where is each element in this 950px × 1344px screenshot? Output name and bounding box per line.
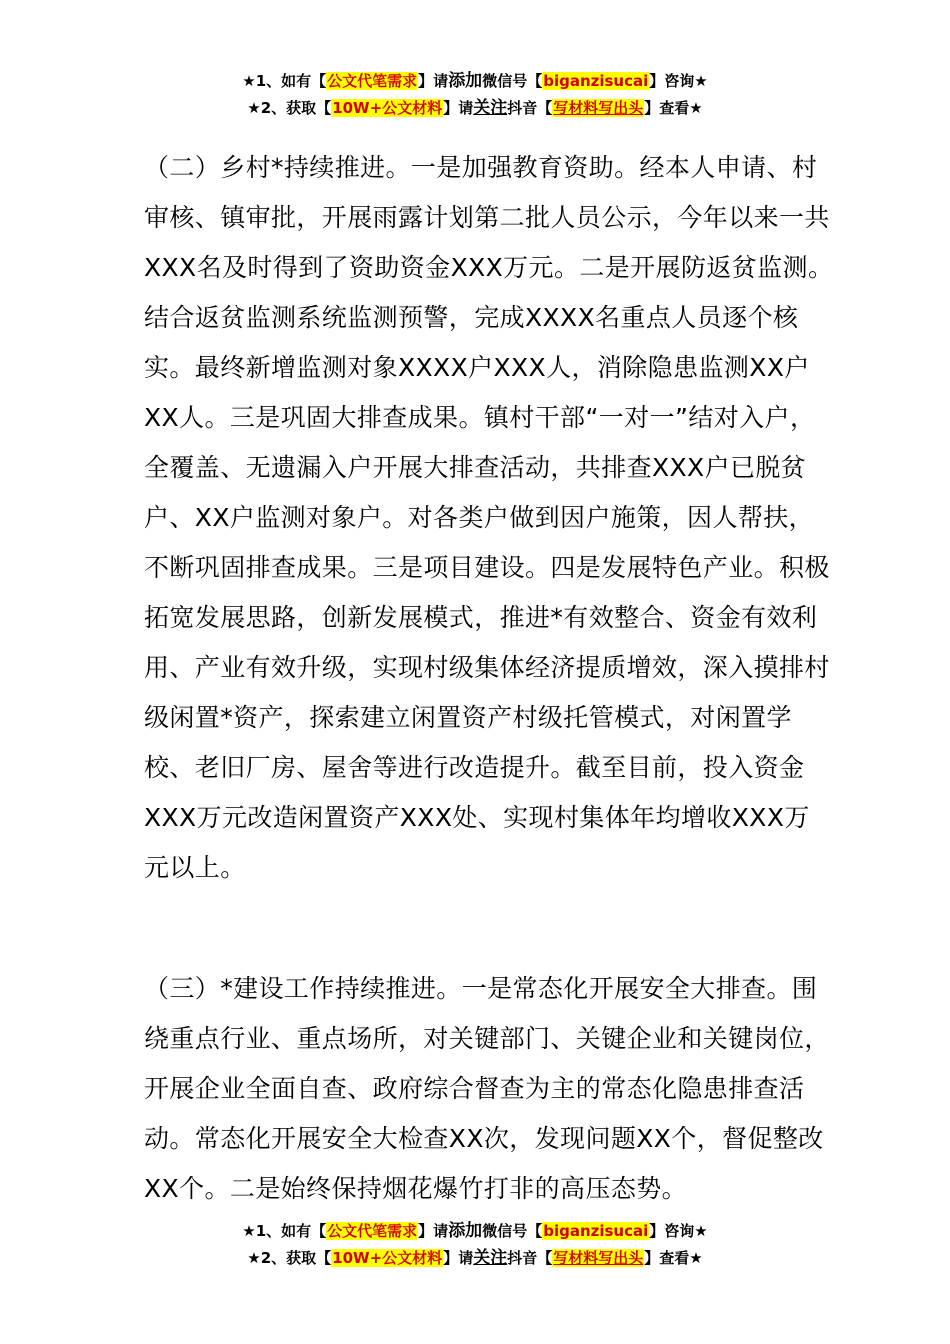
banner-suffix: 】咨询★ — [649, 72, 708, 90]
banner-line-1 — [0, 68, 950, 95]
banner-text: 】请 — [418, 1222, 449, 1240]
header-banner — [0, 68, 950, 122]
paragraph-text: （二）乡村*持续推进。一是加强教育资助。经本人申请、村审核、镇审批，开展雨露计划第二批人员公示，今年以来一共XXX名及时得到了资助资金XXX万元。二是开展防返贫监测。结合返贫监测系统监测预警，完成XXXX名重点人员逐个核实。最终新增监测对象XXXX户XXX人，消除隐患监测XX户XX人。三是巩固大排查成果。镇村干部“一对一”结对入户，全覆盖、无遗漏入户开展大排查活动，共排查XXX户已脱贫户、XX户监测对象户。对各类户做到因户施策，因人帮扶，不断巩固排查成果。三是项目建设。四是发展特色产业。积极拓宽发展思路，创新发展模式，推进*有效整合、资金有效利用、产业有效升级，实现村级集体经济提质增效，深入摸排村级闲置*资产，探索建立闲置资产村级托管模式，对闲置学校、老旧厂房、屋舍等进行改造提升。截至目前，投入资金XXX万元改造闲置资产XXX处、实现村集体年均增收XXX万元以上。 — [144, 153, 834, 882]
banner-text: 抖音【 — [507, 99, 553, 117]
materials-highlight: 10W+公文材料 — [332, 1249, 443, 1267]
banner-suffix: 】咨询★ — [649, 1222, 708, 1240]
banner-text: 微信号【 — [482, 72, 543, 90]
wechat-id-highlight: biganzisucai — [543, 1222, 649, 1240]
banner-prefix: ★2、获取【 — [247, 99, 332, 117]
footer-banner — [0, 1218, 950, 1272]
banner-line-2 — [0, 1245, 950, 1272]
banner-prefix: ★1、如有【 — [242, 1222, 327, 1240]
banner-text: 】请 — [443, 99, 474, 117]
service-highlight: 公文代笔需求 — [327, 1222, 418, 1240]
douyin-account-highlight: 写材料写出头 — [553, 99, 644, 117]
banner-suffix: 】查看★ — [644, 1249, 703, 1267]
banner-text: 抖音【 — [507, 1249, 553, 1267]
douyin-account-highlight: 写材料写出头 — [553, 1249, 644, 1267]
banner-emphasis: 关注 — [473, 1248, 508, 1268]
banner-suffix: 】查看★ — [644, 99, 703, 117]
paragraph-text: （三）*建设工作持续推进。一是常态化开展安全大排查。围绕重点行业、重点场所，对关键部门、关键企业和关键岗位，开展企业全面自查、政府综合督查为主的常态化隐患排查活动。常态化开展安全大检查XX次，发现问题XX个，督促整改XX个。二是始终保持烟花爆竹打非的高压态势。 — [144, 974, 830, 1203]
banner-text: 微信号【 — [482, 1222, 543, 1240]
banner-prefix: ★2、获取【 — [247, 1249, 332, 1267]
body-paragraph-rural — [144, 143, 834, 893]
banner-text: 】请 — [443, 1249, 474, 1267]
banner-text: 】请 — [418, 72, 449, 90]
banner-line-1 — [0, 1218, 950, 1245]
banner-emphasis: 添加 — [448, 1221, 483, 1241]
body-paragraph-safety — [144, 964, 834, 1214]
banner-emphasis: 关注 — [473, 98, 508, 118]
service-highlight: 公文代笔需求 — [327, 72, 418, 90]
wechat-id-highlight: biganzisucai — [543, 72, 649, 90]
banner-prefix: ★1、如有【 — [242, 72, 327, 90]
materials-highlight: 10W+公文材料 — [332, 99, 443, 117]
banner-line-2 — [0, 95, 950, 122]
banner-emphasis: 添加 — [448, 71, 483, 91]
